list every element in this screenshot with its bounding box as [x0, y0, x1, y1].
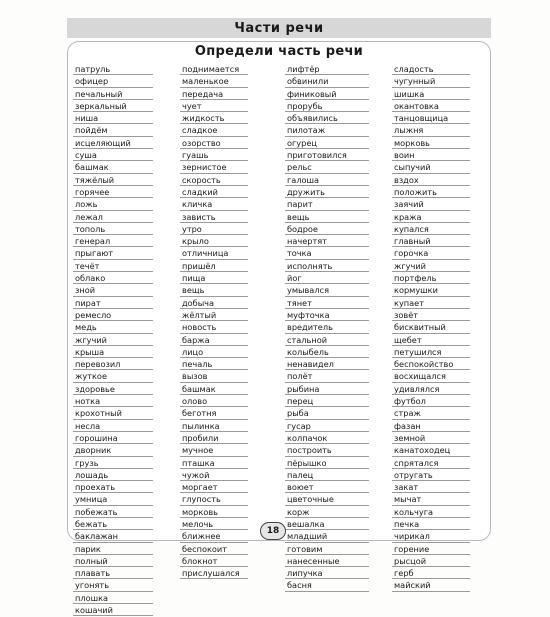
word-item: удивлялся [392, 384, 470, 395]
word-item: колыбель [285, 347, 369, 358]
word-item: здоровье [73, 384, 153, 395]
word-item: окантовка [392, 101, 470, 112]
word-item: приготовился [285, 150, 369, 161]
word-item: галоша [285, 175, 369, 186]
word-item: новость [180, 322, 248, 333]
word-item: гусар [285, 421, 369, 432]
word-item: цветочные [285, 494, 369, 505]
word-item: пташка [180, 458, 248, 469]
word-item: младший [285, 531, 369, 542]
word-item: вещь [180, 285, 248, 296]
word-item: сладкое [180, 125, 248, 136]
word-item: лыжня [392, 125, 470, 136]
word-item: сладость [392, 64, 470, 75]
word-item: кормушки [392, 285, 470, 296]
page-number: 18 [260, 522, 286, 540]
word-item: воин [392, 150, 470, 161]
word-item: мелочь [180, 519, 248, 530]
word-column-3 [285, 64, 389, 593]
word-item: беготня [180, 408, 248, 419]
word-item: медь [73, 322, 153, 333]
word-item: печаль [180, 359, 248, 370]
word-item: закат [392, 482, 470, 493]
word-item: плавать [73, 568, 153, 579]
word-item: главный [392, 236, 470, 247]
word-item: крохотный [73, 408, 153, 419]
word-item: передача [180, 89, 248, 100]
word-item: рыбина [285, 384, 369, 395]
word-column-2 [180, 64, 284, 580]
word-item: купался [392, 224, 470, 235]
word-item: рыба [285, 408, 369, 419]
word-item: отличница [180, 248, 248, 259]
word-item: пришёл [180, 261, 248, 272]
word-item: воюет [285, 482, 369, 493]
word-item: лошадь [73, 470, 153, 481]
word-item: фазан [392, 421, 470, 432]
word-item: точка [285, 248, 369, 259]
word-item: баклажан [73, 531, 153, 542]
word-item: прорубь [285, 101, 369, 112]
word-item: портфель [392, 273, 470, 284]
word-item: глупость [180, 494, 248, 505]
word-item: мучное [180, 445, 248, 456]
word-item: патруль [73, 64, 153, 75]
word-item: пища [180, 273, 248, 284]
word-item: вызов [180, 371, 248, 382]
word-item: беспокоит [180, 544, 248, 555]
word-item: футбол [392, 396, 470, 407]
word-item: липучка [285, 568, 369, 579]
word-item: майский [392, 580, 470, 591]
word-item: исполнять [285, 261, 369, 272]
word-item: жёлтый [180, 310, 248, 321]
word-item: вздох [392, 175, 470, 186]
word-item: пробили [180, 433, 248, 444]
word-item: блокнот [180, 556, 248, 567]
word-item: вещь [285, 212, 369, 223]
word-item: палец [285, 470, 369, 481]
word-item: парик [73, 544, 153, 555]
word-item: офицер [73, 76, 153, 87]
word-item: лежал [73, 212, 153, 223]
word-item: облако [73, 273, 153, 284]
word-item: олово [180, 396, 248, 407]
word-item: дворник [73, 445, 153, 456]
word-item: вредитель [285, 322, 369, 333]
word-item: печка [392, 519, 470, 530]
word-item: зовёт [392, 310, 470, 321]
word-item: печальный [73, 89, 153, 100]
word-item: отругать [392, 470, 470, 481]
word-item: сыпучий [392, 162, 470, 173]
word-item: мычат [392, 494, 470, 505]
page-title: Части речи [67, 18, 491, 38]
word-item: обвинили [285, 76, 369, 87]
word-item: зной [73, 285, 153, 296]
word-item: лицо [180, 347, 248, 358]
word-item: тянет [285, 298, 369, 309]
word-item: зеркальный [73, 101, 153, 112]
word-item: морковь [392, 138, 470, 149]
word-item: чует [180, 101, 248, 112]
word-item: маленькое [180, 76, 248, 87]
word-item: йог [285, 273, 369, 284]
word-item: умница [73, 494, 153, 505]
word-item: беспокойство [392, 359, 470, 370]
word-item: генерал [73, 236, 153, 247]
word-item: петушился [392, 347, 470, 358]
word-item: моргает [180, 482, 248, 493]
word-item: кличка [180, 199, 248, 210]
word-item: восхищался [392, 371, 470, 382]
word-item: шишка [392, 89, 470, 100]
word-item: стальной [285, 335, 369, 346]
word-item: пылинка [180, 421, 248, 432]
word-item: финиковый [285, 89, 369, 100]
word-item: спрятался [392, 458, 470, 469]
word-item: озорство [180, 138, 248, 149]
word-item: огурец [285, 138, 369, 149]
word-item: парит [285, 199, 369, 210]
word-item: вешалка [285, 519, 369, 530]
word-item: жуткое [73, 371, 153, 382]
word-item: ниша [73, 113, 153, 124]
word-item: герб [392, 568, 470, 579]
word-item: кольчуга [392, 507, 470, 518]
word-item: прислушался [180, 568, 248, 579]
word-item: перевозил [73, 359, 153, 370]
word-item: добыча [180, 298, 248, 309]
word-item: полёт [285, 371, 369, 382]
word-item: полный [73, 556, 153, 567]
word-item: побежать [73, 507, 153, 518]
word-item: зависть [180, 212, 248, 223]
word-item: начертят [285, 236, 369, 247]
word-item: плошка [73, 593, 153, 604]
word-item: грузь [73, 458, 153, 469]
word-item: бодрое [285, 224, 369, 235]
word-item: ненавидел [285, 359, 369, 370]
word-item: кошачий [73, 605, 153, 616]
word-item: чужой [180, 470, 248, 481]
word-item: прыгают [73, 248, 153, 259]
word-item: поднимается [180, 64, 248, 75]
word-item: нанесенные [285, 556, 369, 567]
word-column-4 [392, 64, 496, 593]
word-columns [73, 64, 489, 616]
word-item: готовим [285, 544, 369, 555]
word-item: кража [392, 212, 470, 223]
word-item: муфточка [285, 310, 369, 321]
word-item: купает [392, 298, 470, 309]
word-item: пойдём [73, 125, 153, 136]
word-item: танцовщица [392, 113, 470, 124]
word-item: башмак [180, 384, 248, 395]
word-item: тополь [73, 224, 153, 235]
word-item: течёт [73, 261, 153, 272]
word-item: ремесло [73, 310, 153, 321]
word-item: сладкий [180, 187, 248, 198]
word-item: корж [285, 507, 369, 518]
word-item: умывался [285, 285, 369, 296]
word-item: жидкость [180, 113, 248, 124]
word-item: пёрышко [285, 458, 369, 469]
word-item: положить [392, 187, 470, 198]
word-item: жгучий [392, 261, 470, 272]
word-item: заячий [392, 199, 470, 210]
word-item: перец [285, 396, 369, 407]
word-item: бежать [73, 519, 153, 530]
word-item: несла [73, 421, 153, 432]
word-item: проехать [73, 482, 153, 493]
word-item: крыло [180, 236, 248, 247]
word-item: ложь [73, 199, 153, 210]
word-item: рысцой [392, 556, 470, 567]
word-item: горошина [73, 433, 153, 444]
word-item: исцеляющий [73, 138, 153, 149]
word-item: щебет [392, 335, 470, 346]
word-item: земной [392, 433, 470, 444]
word-item: чирикал [392, 531, 470, 542]
word-item: страж [392, 408, 470, 419]
exercise-title: Определи часть речи [194, 44, 364, 59]
word-item: горение [392, 544, 470, 555]
word-item: суша [73, 150, 153, 161]
word-item: построить [285, 445, 369, 456]
word-item: ближнее [180, 531, 248, 542]
word-item: пират [73, 298, 153, 309]
word-item: башмак [73, 162, 153, 173]
word-item: пилотаж [285, 125, 369, 136]
word-item: утро [180, 224, 248, 235]
word-item: скорость [180, 175, 248, 186]
word-item: тяжёлый [73, 175, 153, 186]
word-item: лифтёр [285, 64, 369, 75]
word-item: канатоходец [392, 445, 470, 456]
word-item: гуашь [180, 150, 248, 161]
word-item: горячее [73, 187, 153, 198]
word-item: колпачок [285, 433, 369, 444]
word-item: басня [285, 580, 369, 591]
word-item: рельс [285, 162, 369, 173]
word-item: жгучий [73, 335, 153, 346]
word-item: зернистое [180, 162, 248, 173]
word-item: крыша [73, 347, 153, 358]
word-item: баржа [180, 335, 248, 346]
word-item: бисквитный [392, 322, 470, 333]
word-item: дружить [285, 187, 369, 198]
word-column-1 [73, 64, 177, 617]
word-item: объявились [285, 113, 369, 124]
word-item: морковь [180, 507, 248, 518]
word-item: чугунный [392, 76, 470, 87]
word-item: горочка [392, 248, 470, 259]
word-item: нотка [73, 396, 153, 407]
word-item: угонять [73, 580, 153, 591]
